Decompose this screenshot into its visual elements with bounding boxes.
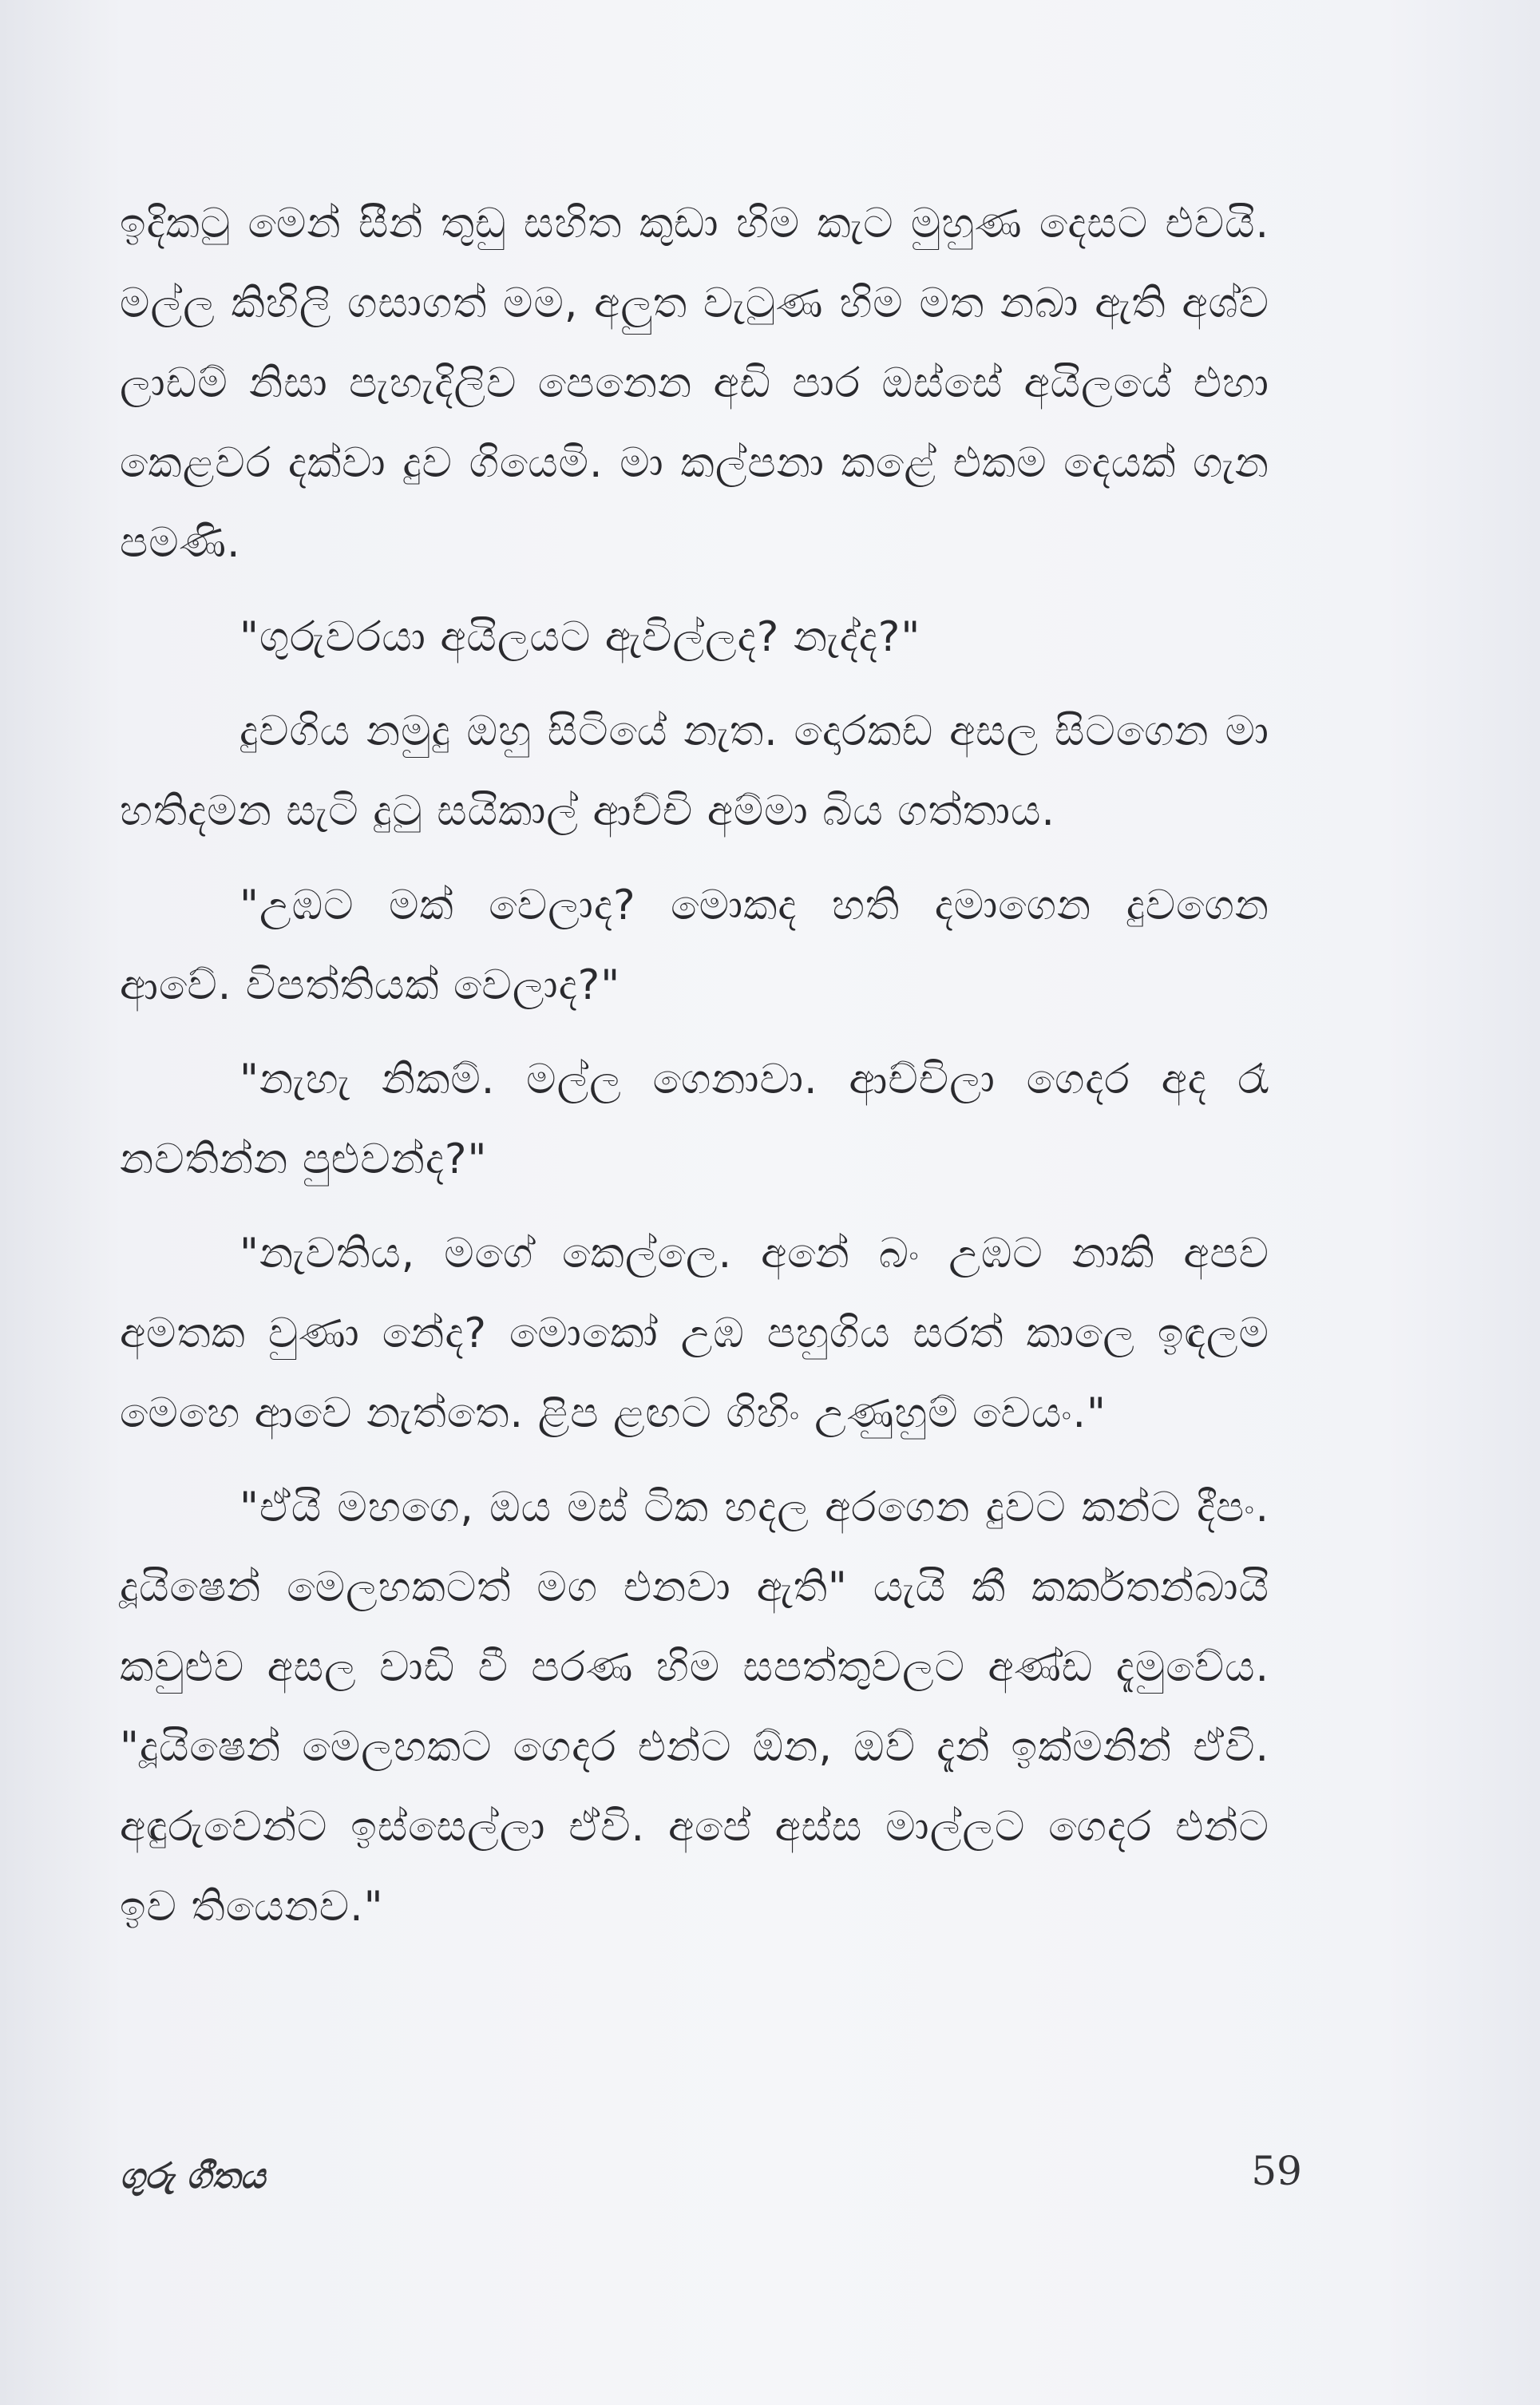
- paragraph-6: "නැවතිය, මගේ කෙල්ලෙ. අනේ බං උඹට නාකි අපව අමතක වුණා නේද? මොකෝ උඹ පහුගිය සරත් කාලෙ ඉඳලම මෙහෙ ආවෙ නැත්තෙ. ළිප ළඟට ගිහිං උණුහුම් වෙයං.": [120, 1230, 1269, 1437]
- paragraph-5: "නැහැ නිකම්. මල්ල ගෙනාවා. ආච්චිලා ගෙදර අද රෑ නවතින්න පුළුවන්ද?": [120, 1056, 1269, 1183]
- paragraph-2: "ගුරුවරයා අයිලයට ඇවිල්ලද? නැද්ද?": [240, 613, 921, 661]
- paragraph-7: "ඒයි මහගෙ, ඔය මස් ටික හදල අරගෙන දුවට කන්ට දීපං. දූයිෂෙන් මෙලහකටත් මග එනවා ඇති" යැයි කී කර්කතන්බායි කවුළුව අසල වාඩි වී පරණ හිම සපත්තුවලට අණ්ඩ දැමුවේය. "දූයිෂෙන් මෙලහකට ගෙදර එන්ට ඕන, ඔව් දැන් ඉක්මනින් ඒවි. අඳුරුවෙන්ට ඉස්සෙල්ලා ඒවි. අපේ අස්ස මාල්ලට ගෙදර එන්ට ඉව තියෙනව.": [120, 1484, 1269, 1931]
- page-number: 59: [1251, 2148, 1302, 2194]
- page-body-text: [120, 184, 1269, 1961]
- paragraph-3: දුවගිය නමුදු ඔහු සිටියේ නැත. දොරකඩ අසල සිටගෙන මා හතිදමන සැටි දුටු සයිකාල් ආච්චි අම්මා බිය ගත්තාය.: [120, 707, 1269, 835]
- paragraph-4: "උඹට මක් වෙලාද? මොකද හති දමාගෙන දුවගෙන ආවේ. විපත්තියක් වෙලාද?": [120, 882, 1269, 1009]
- running-footer-book-title: ගුරු ගීතය: [120, 2156, 266, 2197]
- paragraph-1: ඉදිකටු මෙන් සීන් තුඩු සහිත කුඩා හිම කැට මුහුණ දෙසට එවයි. මල්ල කිහිලි ගසාගත් මම, අලුත වැටුණ හිම මත නබා ඇති අශ්ව ලාඩම් නිසා පැහැදිලිව පෙනෙන අඩි පාර ඔස්සේ අයිලයේ එහා කෙළවර දක්වා දුව ගියෙමි. මා කල්පනා කළේ එකම දෙයක් ගැන පමණි.: [120, 200, 1269, 567]
